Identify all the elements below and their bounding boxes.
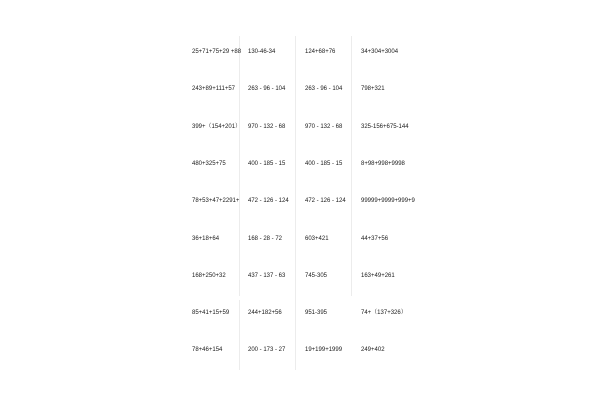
math-problem: 99999+9999+999+9 <box>361 198 415 204</box>
math-problem: 951-395 <box>305 310 328 316</box>
math-problem: 325-156+675-144 <box>361 124 409 130</box>
math-problem: 78+53+47+2291+ <box>192 198 240 204</box>
math-problem: 8+98+998+9998 <box>361 161 405 167</box>
problem-column-2 <box>248 34 304 374</box>
math-problem: 400 - 185 - 15 <box>248 161 286 167</box>
math-problem: 437 - 137 - 63 <box>248 273 286 279</box>
math-problem: 970 - 132 - 68 <box>248 124 286 130</box>
math-problem: 74+（137+326） <box>361 310 407 316</box>
math-problem: 163+49+261 <box>361 273 395 279</box>
math-problem: 19+199+1999 <box>305 347 343 353</box>
math-problem: 243+89+111+57 <box>192 86 235 92</box>
problem-column-1 <box>192 34 248 374</box>
math-problem: 798+321 <box>361 86 385 92</box>
math-problem: 168+250+32 <box>192 273 226 279</box>
math-problem: 36+18+64 <box>192 236 220 242</box>
math-problem: 130-46-34 <box>248 49 276 55</box>
math-problem: 263 - 96 - 104 <box>248 86 286 92</box>
math-problem: 124+68+76 <box>305 49 336 55</box>
math-problem: 399+（154+201） <box>192 124 242 130</box>
math-problem: 25+71+75+29 +88 <box>192 49 242 55</box>
math-problem: 244+182+56 <box>248 310 282 316</box>
problem-column-4 <box>361 34 417 374</box>
math-problem: 472 - 126 - 124 <box>305 198 346 204</box>
math-problem: 249+402 <box>361 347 385 353</box>
math-problem: 263 - 96 - 104 <box>305 86 343 92</box>
math-problem: 472 - 126 - 124 <box>248 198 289 204</box>
math-problem: 78+46+154 <box>192 347 223 353</box>
math-problem: 480+325+75 <box>192 161 226 167</box>
math-problem: 34+304+3004 <box>361 49 399 55</box>
math-problem: 400 - 185 - 15 <box>305 161 343 167</box>
math-problem: 200 - 173 - 27 <box>248 347 286 353</box>
math-problem: 44+37+56 <box>361 236 389 242</box>
math-problem: 603+421 <box>305 236 329 242</box>
math-problem: 168 - 28 - 72 <box>248 236 283 242</box>
math-problem: 970 - 132 - 68 <box>305 124 343 130</box>
problem-column-3 <box>305 34 361 374</box>
math-problem: 85+41+15+59 <box>192 310 230 316</box>
math-problem: 745-305 <box>305 273 328 279</box>
